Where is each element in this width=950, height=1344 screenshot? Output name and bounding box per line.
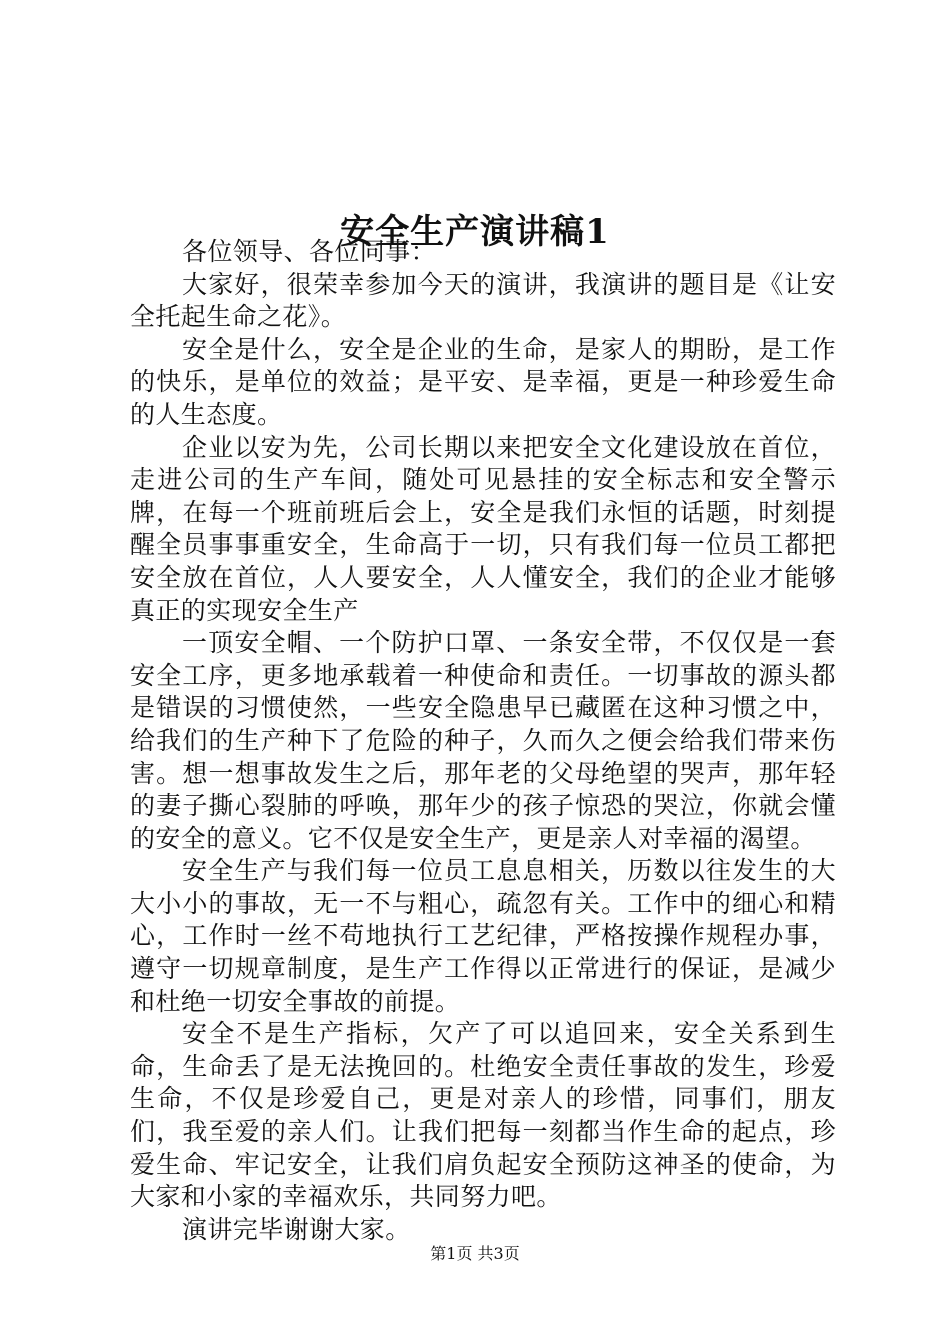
- paragraph-safety-equipment: 一顶安全帽、一个防护口罩、一条安全带，不仅仅是一套安全工序，更多地承载着一种使命和责任。一切事故的源头都是错误的习惯使然，一些安全隐患早已藏匿在这种习惯之中，给我们的生产种下了危险的种子，久而久之便会给我们带来伤害。想一想事故发生之后，那年老的父母绝望的哭声，那年轻的妻子撕心裂肺的呼唤，那年少的孩子惊恐的哭泣，你就会懂的安全的意义。它不仅是安全生产，更是亲人对幸福的渴望。: [130, 628, 836, 853]
- paragraph-everyone-responsible: 安全生产与我们每一位员工息息相关，历数以往发生的大大小小的事故，无一不与粗心，疏忽有关。工作中的细心和精心，工作时一丝不苟地执行工艺纪律，严格按操作规程办事，遵守一切规章制度，是生产工作得以正常进行的保证，是减少和杜绝一切安全事故的前提。: [130, 856, 836, 1016]
- document-body: [130, 236, 836, 1246]
- paragraph-greeting: 各位领导、各位同事：: [182, 237, 437, 266]
- paragraph-cherish-life: 安全不是生产指标，欠产了可以追回来，安全关系到生命，生命丢了是无法挽回的。杜绝安全责任事故的发生，珍爱生命，不仅是珍爱自己，更是对亲人的珍惜，同事们，朋友们，我至爱的亲人们。让我们把每一刻都当作生命的起点，珍爱生命、牢记安全，让我们肩负起安全预防这神圣的使命，为大家和小家的幸福欢乐，共同努力吧。: [130, 1019, 836, 1212]
- paragraph-what-is-safety: 安全是什么，安全是企业的生命，是家人的期盼，是工作的快乐，是单位的效益；是平安、是幸福，更是一种珍爱生命的人生态度。: [130, 334, 836, 429]
- paragraph-closing: 演讲完毕谢谢大家。: [182, 1214, 411, 1244]
- document-title: 安全生产演讲稿1: [340, 211, 610, 252]
- paragraph-intro: 大家好，很荣幸参加今天的演讲，我演讲的题目是《让安全托起生命之花》。: [130, 269, 836, 332]
- paragraph-company-culture: 企业以安为先，公司长期以来把安全文化建设放在首位，走进公司的生产车间，随处可见悬挂的安全标志和安全警示牌，在每一个班前班后会上，安全是我们永恒的话题，时刻提醒全员事事重安全，生命高于一切，只有我们每一位员工都把安全放在首位，人人要安全，人人懂安全，我们的企业才能够真正的实现安全生产: [130, 432, 836, 625]
- page-number-footer: 第1页 共3页: [430, 1244, 520, 1263]
